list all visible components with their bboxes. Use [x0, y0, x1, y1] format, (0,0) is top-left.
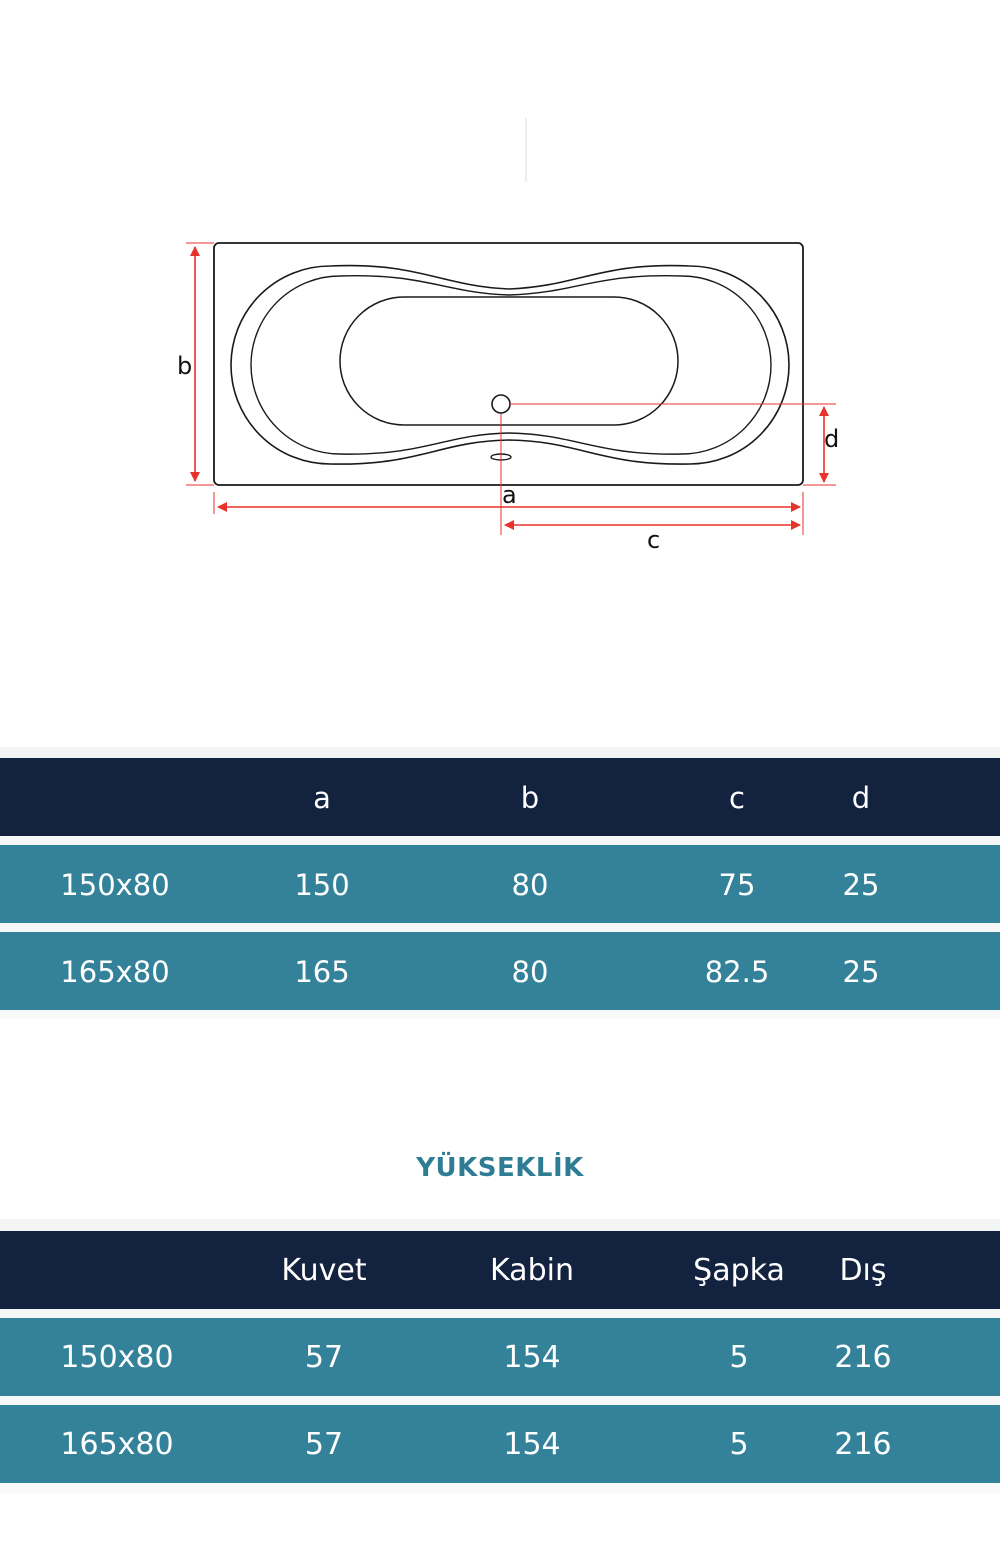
table-row — [0, 1318, 1000, 1396]
row-cell-sapka: 5 — [729, 1340, 749, 1375]
row-cell-dis: 216 — [834, 1427, 892, 1462]
header-cell-dis: Dış — [839, 1253, 887, 1288]
bathtub-outer-rim — [214, 243, 803, 485]
header-cell-c: c — [729, 781, 745, 815]
table-header-row — [0, 758, 1000, 836]
header-cell-kuvet: Kuvet — [281, 1253, 367, 1288]
drain-icon — [492, 395, 510, 413]
row-cell-model: 150x80 — [60, 868, 170, 902]
row-cell-model: 165x80 — [60, 955, 170, 989]
dimension-a-label: a — [502, 481, 517, 509]
row-cell-b: 80 — [511, 955, 549, 989]
row-cell-model: 150x80 — [60, 1340, 174, 1375]
header-cell-sapka: Şapka — [693, 1253, 785, 1288]
row-cell-c: 75 — [718, 868, 756, 902]
row-cell-c: 82.5 — [704, 955, 770, 989]
table-row — [0, 845, 1000, 923]
row-cell-kuvet: 57 — [304, 1427, 344, 1462]
row-cell-d: 25 — [842, 868, 880, 902]
table-header-row — [0, 1231, 1000, 1309]
row-cell-kabin: 154 — [503, 1427, 561, 1462]
row-cell-kabin: 154 — [503, 1340, 561, 1375]
dimension-d-label: d — [824, 425, 840, 453]
header-cell-a: a — [313, 781, 331, 815]
dimension-b-label: b — [177, 352, 193, 380]
row-cell-a: 150 — [294, 868, 350, 902]
row-cell-model: 165x80 — [60, 1427, 174, 1462]
header-cell-b: b — [520, 781, 540, 815]
bathtub-dimension-diagram — [0, 0, 1000, 600]
row-cell-a: 165 — [294, 955, 350, 989]
row-cell-sapka: 5 — [729, 1427, 749, 1462]
header-cell-kabin: Kabin — [490, 1253, 574, 1288]
row-cell-d: 25 — [842, 955, 880, 989]
dimension-c-label: c — [647, 526, 661, 554]
section-title-height: YÜKSEKLİK — [416, 1153, 584, 1183]
table-row — [0, 1405, 1000, 1483]
row-cell-dis: 216 — [834, 1340, 892, 1375]
row-cell-b: 80 — [511, 868, 549, 902]
header-cell-d: d — [851, 781, 871, 815]
row-cell-kuvet: 57 — [304, 1340, 344, 1375]
table-row — [0, 932, 1000, 1010]
